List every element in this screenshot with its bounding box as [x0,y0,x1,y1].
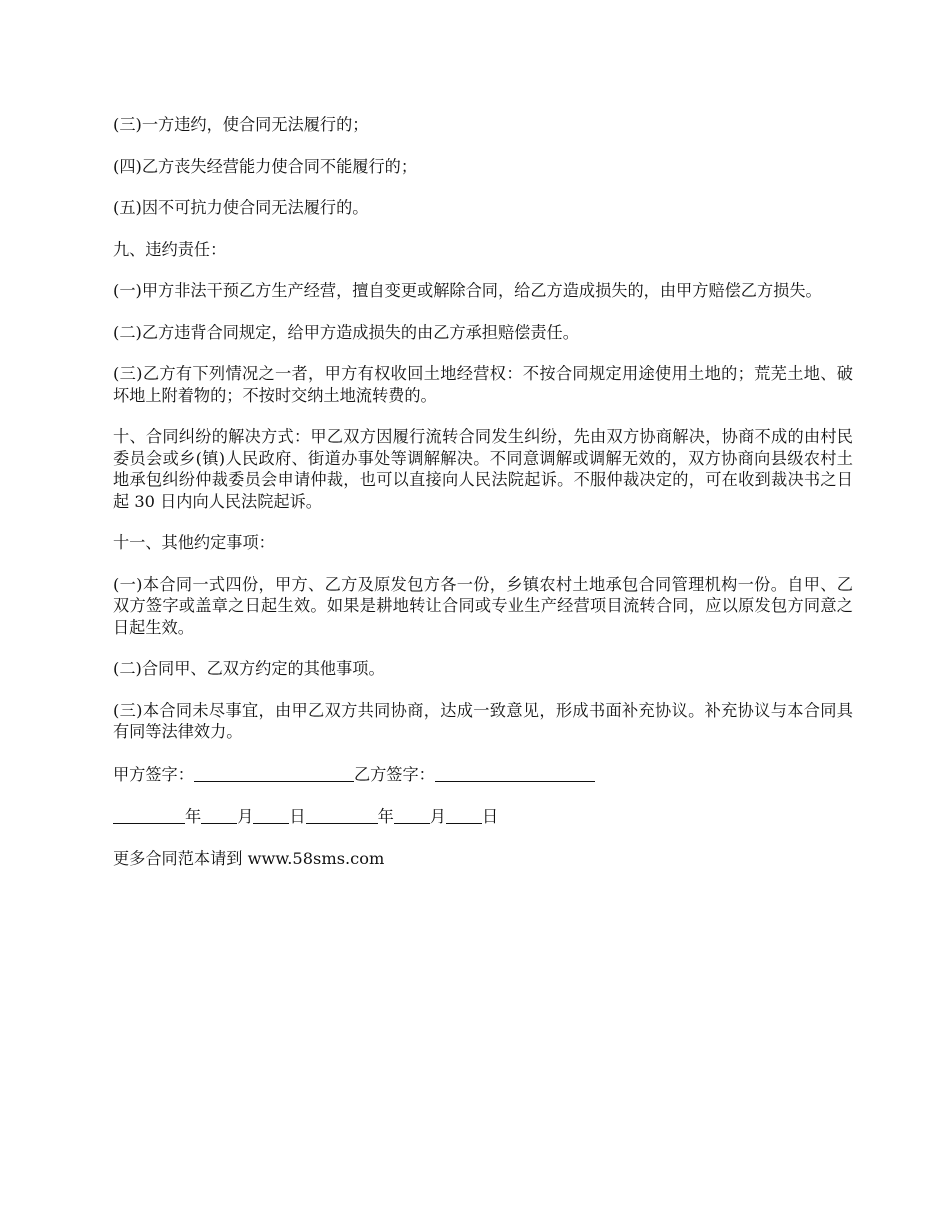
party-a-signature-label: 甲方签字： [113,764,194,784]
section-dispute-resolution: 十、合同纠纷的解决方式：甲乙双方因履行流转合同发生纠纷，先由双方协商解决，协商不成的由村民委员会或乡(镇)人民政府、街道办事处等调解解决。不同意调解或调解无效的，双方协商向县级农村土地承包纠纷仲裁委员会申请仲裁，也可以直接向人民法院起诉。不服仲裁决定的，可在收到裁决书之日起 30 日内向人民法院起诉。 [113,427,853,511]
clause-other-2: (二)合同甲、乙双方约定的其他事项。 [113,659,385,678]
party-a-signature-blank [194,765,354,782]
clause-other-3: (三)本合同未尽事宜，由甲乙双方共同协商，达成一致意见，形成书面补充协议。补充协议与本合同具有同等法律效力。 [113,700,853,741]
document-body [113,114,853,889]
party-b-year-label: 年 [377,807,394,827]
date-line [113,805,853,828]
party-b-signature-blank [435,765,595,782]
party-b-day-blank [446,807,482,824]
party-a-day-blank [253,807,289,824]
clause-termination-4: (四)乙方丧失经营能力使合同不能履行的； [113,156,418,176]
party-a-year-label: 年 [185,807,202,827]
party-b-year-blank [306,807,378,824]
clause-termination-3: (三)一方违约，使合同无法履行的； [113,115,369,134]
party-b-signature-label: 乙方签字： [353,764,435,784]
party-b-month-blank [394,807,430,824]
party-b-month-label: 月 [429,807,446,827]
section-heading-other-matters: 十一、其他约定事项： [113,533,275,552]
party-a-month-blank [201,807,237,824]
party-a-day-label: 日 [289,807,306,827]
signature-line [113,763,853,786]
clause-liability-1: (一)甲方非法干预乙方生产经营，擅自变更或解除合同，给乙方造成损失的，由甲方赔偿乙方损失。 [113,281,822,300]
clause-termination-5: (五)因不可抗力使合同无法履行的。 [113,198,369,217]
clause-other-1: (一)本合同一式四份，甲方、乙方及原发包方各一份，乡镇农村土地承包合同管理机构一份。自甲、乙双方签字或盖章之日起生效。如果是耕地转让合同或专业生产经营项目流转合同，应以原发包方同意之日起生效。 [113,574,853,637]
party-a-year-blank [113,807,185,824]
party-a-month-label: 月 [237,807,254,827]
clause-liability-3: (三)乙方有下列情况之一者，甲方有权收回土地经营权：不按合同规定用途使用土地的；荒芜土地、破坏地上附着物的；不按时交纳土地流转费的。 [113,364,853,405]
footer-more-templates: 更多合同范本请到 www.58sms.com [113,848,385,868]
section-heading-liability: 九、违约责任： [113,239,227,259]
party-b-day-label: 日 [481,807,499,827]
clause-liability-2: (二)乙方违背合同规定，给甲方造成损失的由乙方承担赔偿责任。 [113,322,579,342]
